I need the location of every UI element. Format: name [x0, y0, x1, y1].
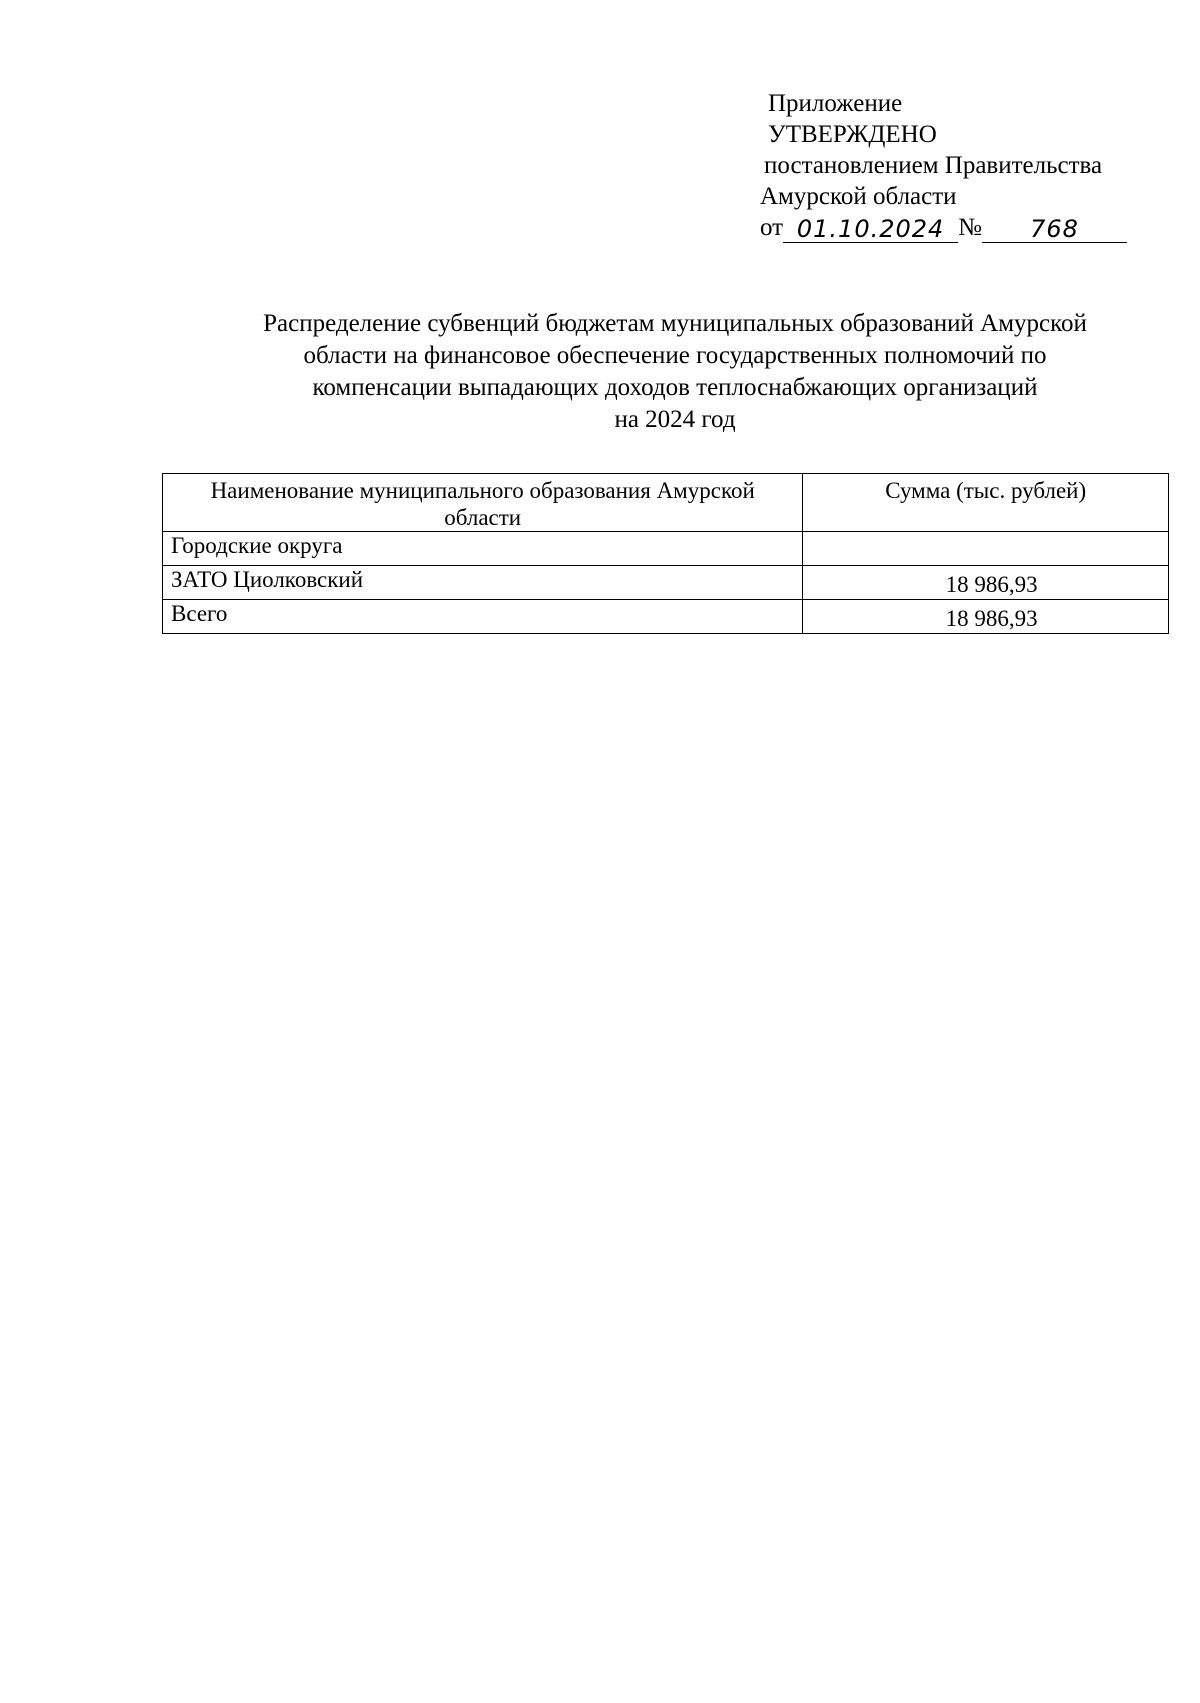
row-sum: 18 986,93	[803, 600, 1169, 634]
header-name: Наименование муниципального образования Амурской области	[163, 474, 803, 532]
title-line-3: компенсации выпадающих доходов теплоснабжающих организаций	[312, 374, 1038, 401]
row-sum: 18 986,93	[803, 566, 1169, 600]
row-name: Всего	[163, 600, 803, 634]
row-name: ЗАТО Циолковский	[163, 566, 803, 600]
row-name: Городские округа	[163, 532, 803, 566]
document-title	[180, 308, 1170, 436]
appendix-label: Приложение	[768, 90, 903, 117]
row-sum	[803, 532, 1169, 566]
handwritten-date: 01.10.2024	[783, 216, 958, 243]
number-prefix: №	[958, 214, 982, 241]
table-header-row	[163, 474, 1169, 532]
handwritten-number: 768	[982, 216, 1127, 243]
approved-label: УТВЕРЖДЕНО	[768, 121, 937, 148]
title-line-2: области на финансовое обеспечение государственных полномочий по	[303, 342, 1047, 369]
resolution-label: постановлением Правительства	[764, 152, 1103, 179]
title-line-4: на 2024 год	[614, 406, 736, 433]
header-sum: Сумма (тыс. рублей)	[803, 474, 1169, 532]
title-line-1: Распределение субвенций бюджетам муниципальных образований Амурской	[263, 310, 1087, 337]
date-number-line	[760, 212, 1180, 243]
table-row	[163, 532, 1169, 566]
table-row	[163, 566, 1169, 600]
approval-block	[760, 88, 1180, 243]
date-prefix: от	[760, 214, 784, 241]
region-label: Амурской области	[760, 183, 957, 210]
table-row-total	[163, 600, 1169, 634]
distribution-table	[162, 473, 1169, 634]
